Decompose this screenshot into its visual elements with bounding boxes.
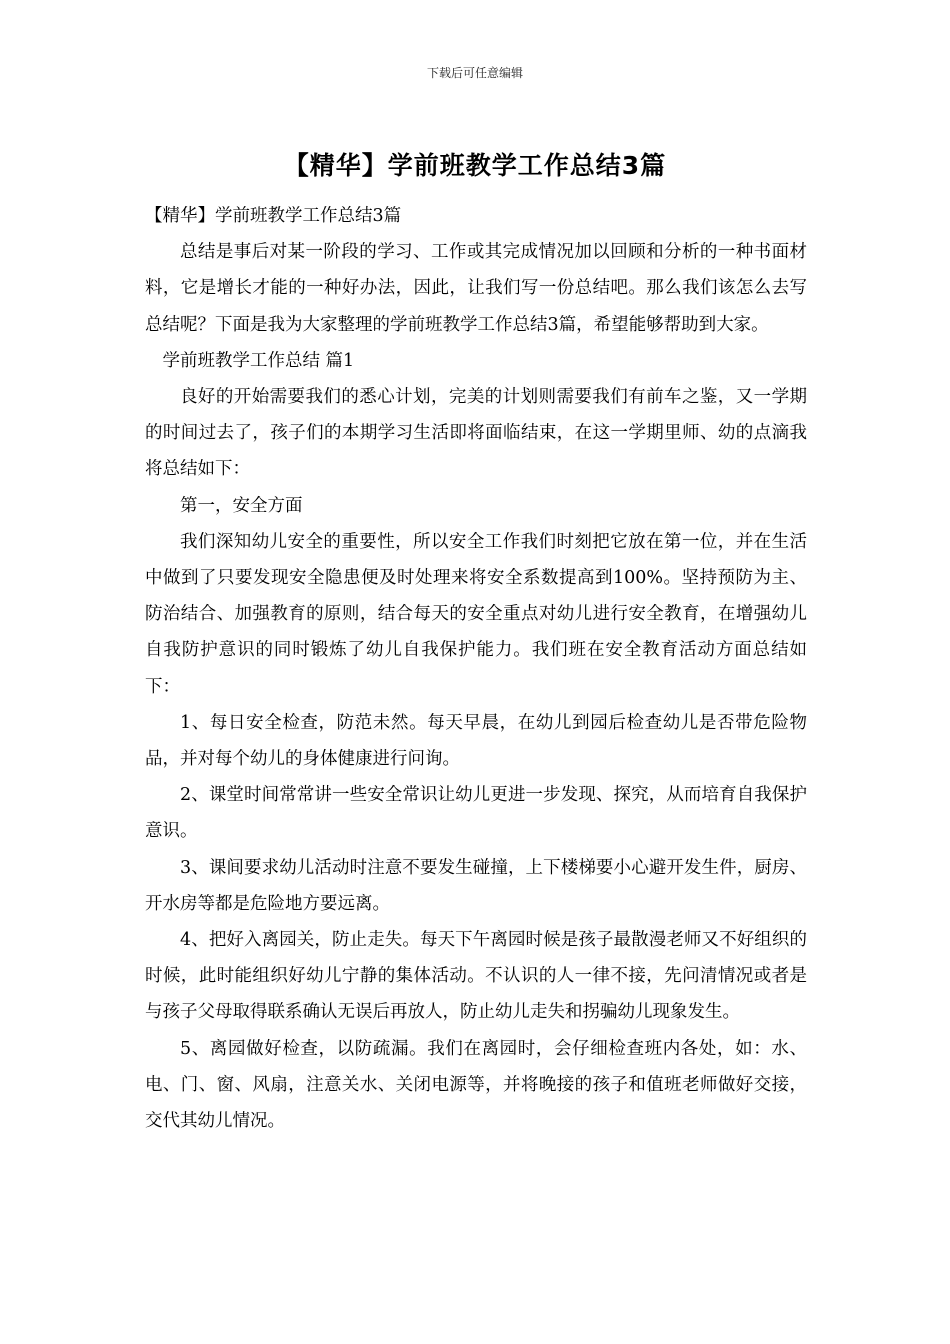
section-heading: 学前班教学工作总结 篇1 (162, 350, 355, 371)
list-item: 1、每日安全检查，防范未然。每天早晨，在幼儿到园后检查幼儿是否带危险物品，并对每个幼儿的身体健康进行问询。 (145, 712, 807, 770)
list-item: 5、离园做好检查，以防疏漏。我们在离园时，会仔细检查班内各处，如：水、电、门、窗、风扇，注意关水、关闭电源等，并将晚接的孩子和值班老师做好交接，交代其幼儿情况。 (145, 1038, 807, 1132)
paragraph-subtitle: 【精华】学前班教学工作总结3篇 (145, 206, 402, 226)
list-item: 4、把好入离园关，防止走失。每天下午离园时候是孩子最散漫老师又不好组织的时候，此时能组织好幼儿宁静的集体活动。不认识的人一律不接，先问清情况或者是与孩子父母取得联系确认无误后再放人，防止幼儿走失和拐骗幼儿现象发生。 (145, 930, 807, 1023)
subsection-heading: 第一，安全方面 (180, 495, 303, 516)
paragraph-intro: 总结是事后对某一阶段的学习、工作或其完成情况加以回顾和分析的一种书面材料，它是增长才能的一种好办法，因此，让我们写一份总结吧。那么我们该怎么去写总结呢？下面是我为大家整理的学前班教学工作总结3篇，希望能够帮助到大家。 (145, 242, 807, 335)
list-item: 3、课间要求幼儿活动时注意不要发生碰撞，上下楼梯要小心避开发生件，厨房、开水房等都是危险地方要远离。 (145, 857, 807, 914)
document-body (145, 198, 807, 1139)
list-item: 2、课堂时间常常讲一些安全常识让幼儿更进一步发现、探究，从而培育自我保护意识。 (145, 785, 807, 842)
paragraph: 良好的开始需要我们的悉心计划，完美的计划则需要我们有前车之鉴，又一学期的时间过去了，孩子们的本期学习生活即将面临结束，在这一学期里师、幼的点滴我将总结如下： (145, 387, 807, 480)
document-title: 【精华】学前班教学工作总结3篇 (283, 151, 667, 180)
header-note: 下载后可任意编辑 (426, 66, 523, 80)
paragraph: 我们深知幼儿安全的重要性，所以安全工作我们时刻把它放在第一位，并在生活中做到了只要发现安全隐患便及时处理来将安全系数提高到100%。坚持预防为主、防治结合、加强教育的原则，结合每天的安全重点对幼儿进行安全教育，在增强幼儿自我防护意识的同时锻炼了幼儿自我保护能力。我们班在安全教育活动方面总结如下： (145, 531, 807, 697)
